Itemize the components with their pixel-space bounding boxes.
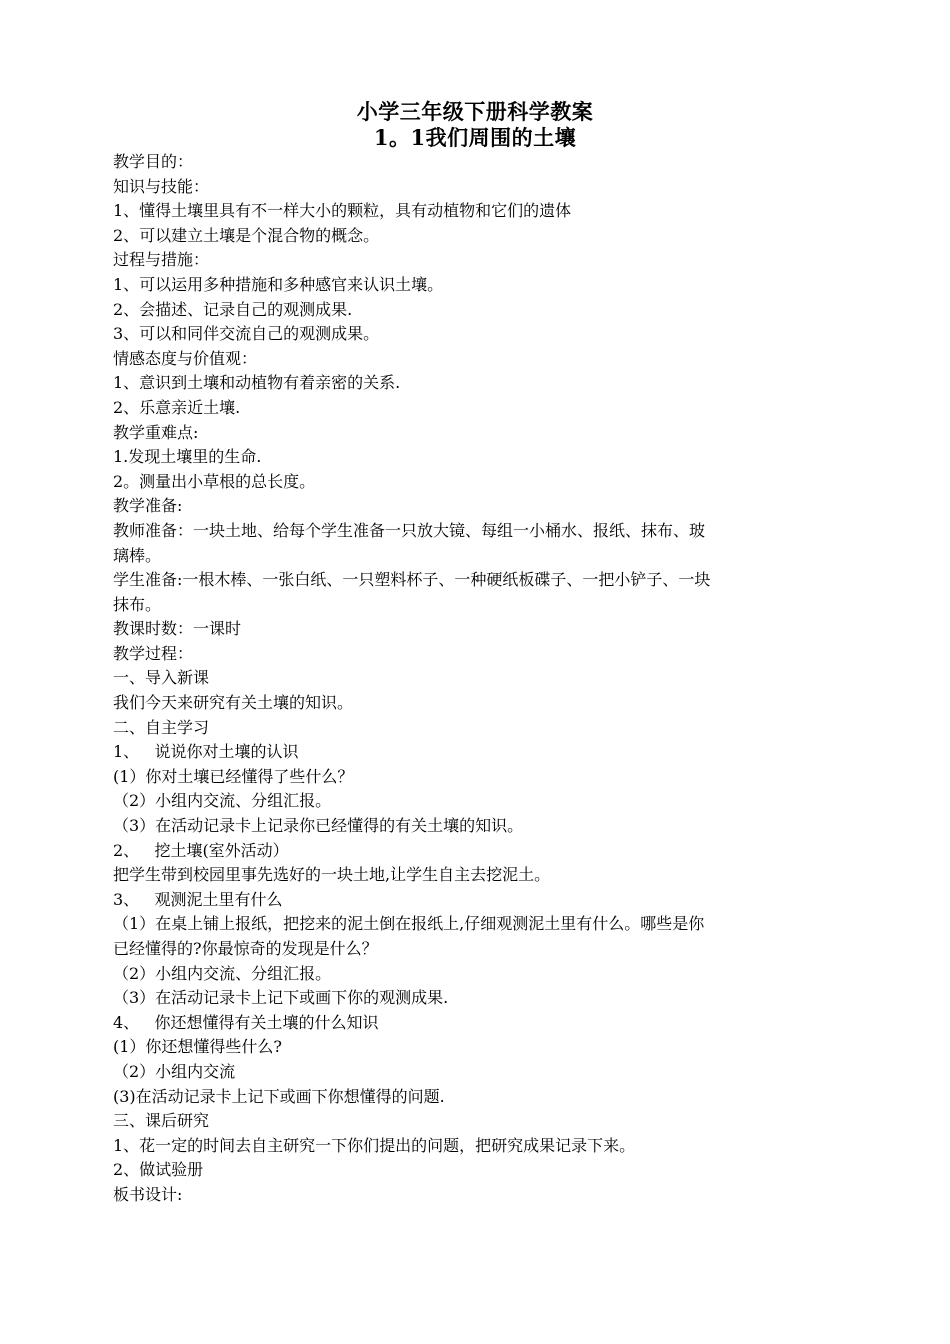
text-line: 板书设计: bbox=[113, 1184, 183, 1204]
text-line: 1、懂得土壤里具有不一样大小的颗粒，具有动植物和它们的遗体 bbox=[113, 201, 572, 221]
text-line: 教学重难点: bbox=[113, 422, 199, 442]
text-line: 1、花一定的时间去自主研究一下你们提出的问题，把研究成果记录下来。 bbox=[113, 1135, 636, 1155]
text-line: 教学准备: bbox=[113, 496, 183, 516]
text-line: 教学过程： bbox=[113, 643, 194, 663]
text-line: 2、可以建立土壤是个混合物的概念。 bbox=[113, 225, 380, 245]
text-line: （1）在桌上铺上报纸，把挖来的泥土倒在报纸上,仔细观测泥土里有什么。哪些是你 bbox=[113, 914, 705, 934]
text-line: 教课时数：一课时 bbox=[113, 619, 242, 639]
lesson-plan-body bbox=[113, 150, 843, 1208]
text-line: （3）在活动记录卡上记录你已经懂得的有关土壤的知识。 bbox=[113, 816, 524, 836]
text-line: 2、乐意亲近土壤. bbox=[113, 397, 241, 417]
text-line: 一、导入新课 bbox=[113, 668, 210, 688]
text-line: 过程与措施： bbox=[113, 250, 210, 270]
text-line: 抹布。 bbox=[113, 594, 162, 614]
text-line: 教学目的： bbox=[113, 152, 194, 171]
text-line: 2。测量出小草根的总长度。 bbox=[113, 471, 316, 491]
text-line: （3）在活动记录卡上记下或画下你的观测成果. bbox=[113, 988, 449, 1008]
text-line: 知识与技能： bbox=[113, 176, 210, 196]
text-line: 1、可以运用多种措施和多种感官来认识土壤。 bbox=[113, 274, 444, 294]
lesson-title: 1。1我们周围的土壤 bbox=[373, 125, 577, 150]
text-line: 1、意识到土壤和动植物有着亲密的关系. bbox=[113, 373, 401, 393]
text-line: 已经懂得的?你最惊奇的发现是什么？ bbox=[113, 939, 378, 958]
text-line: 璃棒。 bbox=[113, 545, 162, 565]
text-line: 2、做试验册 bbox=[113, 1160, 204, 1180]
text-line: 3、可以和同伴交流自己的观测成果。 bbox=[113, 324, 380, 344]
text-line: 2、 挖土壤(室外活动） bbox=[113, 840, 289, 860]
text-line: 情感态度与价值观： bbox=[113, 348, 258, 368]
text-line: 三、课后研究 bbox=[113, 1111, 210, 1131]
text-line: 1、 说说你对土壤的认识 bbox=[113, 742, 299, 762]
text-line: 把学生带到校园里事先选好的一块土地,让学生自主去挖泥土。 bbox=[113, 865, 551, 885]
text-line: （2）小组内交流、分组汇报。 bbox=[113, 791, 332, 811]
text-line: 我们今天来研究有关土壤的知识。 bbox=[113, 693, 354, 713]
text-line: (3)在活动记录卡上记下或画下你想懂得的问题. bbox=[113, 1086, 445, 1106]
text-line: 学生准备:一根木棒、一张白纸、一只塑料杯子、一种硬纸板碟子、一把小铲子、一块 bbox=[113, 570, 711, 590]
text-line: （2）小组内交流、分组汇报。 bbox=[113, 963, 332, 983]
text-line: 教师准备：一块土地、给每个学生准备一只放大镜、每组一小桶水、报纸、抹布、玻 bbox=[113, 520, 706, 540]
text-line: 2、会描述、记录自己的观测成果. bbox=[113, 299, 353, 319]
document-title: 小学三年级下册科学教案 bbox=[356, 99, 594, 124]
text-line: (1）你对土壤已经懂得了些什么？ bbox=[113, 766, 354, 786]
text-line: 4、 你还想懂得有关土壤的什么知识 bbox=[113, 1012, 379, 1032]
title-block bbox=[0, 99, 950, 151]
text-line: 二、自主学习 bbox=[113, 717, 210, 737]
text-line: (1）你还想懂得些什么? bbox=[113, 1037, 283, 1057]
text-line: 1.发现土壤里的生命. bbox=[113, 447, 262, 467]
text-line: （2）小组内交流 bbox=[113, 1061, 236, 1081]
text-line: 3、 观测泥土里有什么 bbox=[113, 889, 283, 909]
